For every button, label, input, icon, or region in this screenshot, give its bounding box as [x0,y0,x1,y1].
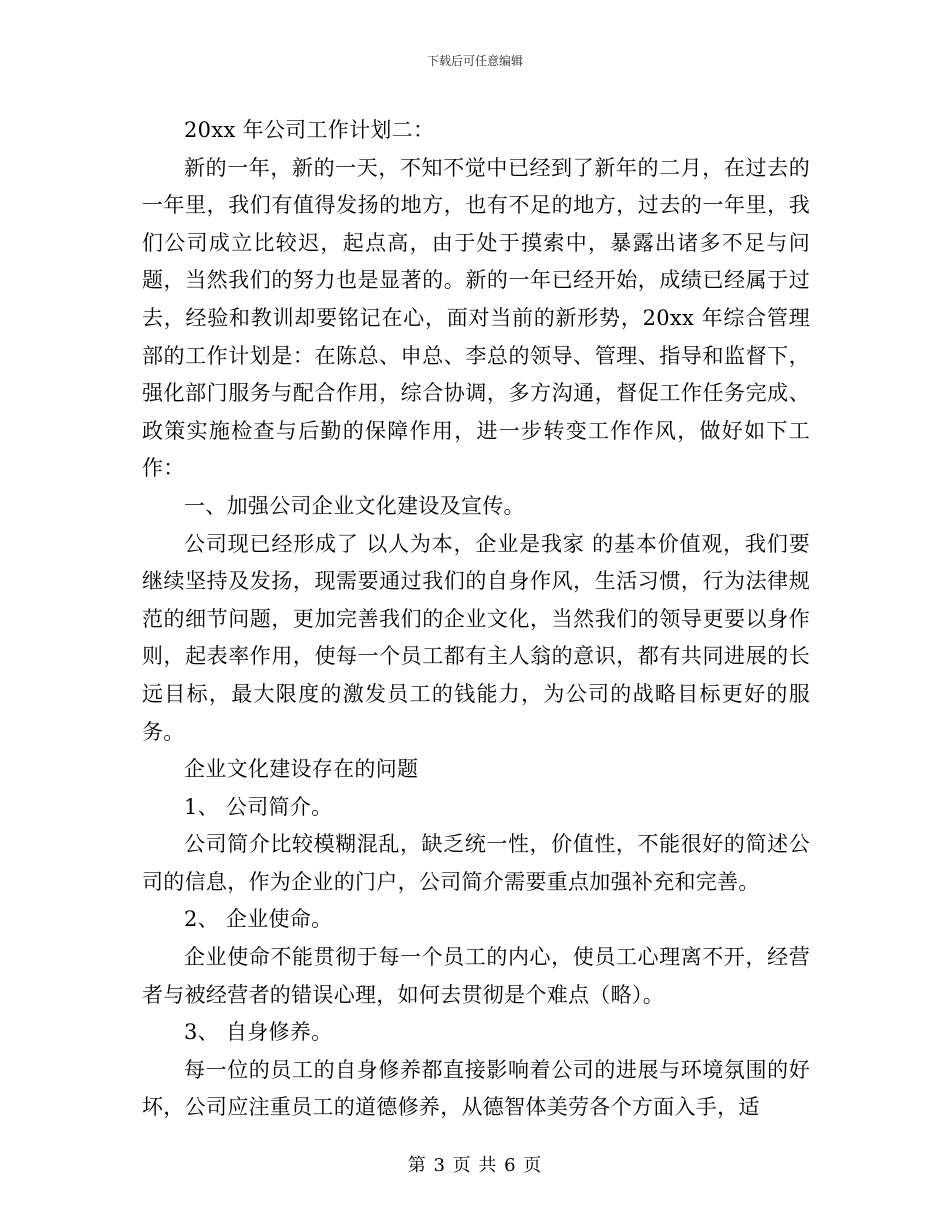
page-number-footer: 第 3 页 共 6 页 [407,1155,543,1176]
page-header-note: 下载后可任意编辑 [426,54,523,68]
section-heading: 一、加强公司企业文化建设及宣传。 [184,493,525,518]
body-paragraph: 公司现已经形成了 以人为本，企业是我家 的基本价值观，我们要继续坚持及发扬，现需要通过我们的自身作风，生活习惯，行为法律规范的细节问题，更加完善我们的企业文化，当然我们的领导更要以身作则，起表率作用，使每一个员工都有主人翁的意识，都有共同进展的长远目标，最大限度的激发员工的钱能力，为公司的战略目标更好的服务。 [142,531,810,744]
list-item-heading: 3、 自身修养。 [184,1020,333,1045]
body-paragraph: 每一位的员工的自身修养都直接影响着公司的进展与环境氛围的好坏，公司应注重员工的道德修养，从德智体美劳各个方面入手，适 [142,1057,810,1120]
body-paragraph: 公司简介比较模糊混乱，缺乏统一性，价值性，不能很好的简述公司的信息，作为企业的门户，公司简介需要重点加强补充和完善。 [142,832,810,894]
list-item-heading: 1、 公司简介。 [184,794,333,819]
body-paragraph: 新的一年，新的一天，不知不觉中已经到了新年的二月，在过去的一年里，我们有值得发扬的地方，也有不足的地方，过去的一年里，我们公司成立比较迟，起点高，由于处于摸索中，暴露出诸多不足与问题，当然我们的努力也是显著的。新的一年已经开始，成绩已经属于过去，经验和教训却要铭记在心，面对当前的新形势，20xx 年综合管理部的工作计划是：在陈总、申总、李总的领导、管理、指导和监督下，强化部门服务与配合作用，综合协调，多方沟通，督促工作任务完成、政策实施检查与后勤的保障作用，进一步转变工作作风，做好如下工作： [142,155,810,481]
document-body [142,112,810,1127]
body-paragraph: 企业使命不能贯彻于每一个员工的内心，使员工心理离不开，经营者与被经营者的错误心理，如何去贯彻是个难点（略）。 [142,945,810,1007]
section-title: 20xx 年公司工作计划二： [184,118,435,142]
list-item-heading: 2、 企业使命。 [184,907,333,932]
subsection-heading: 企业文化建设存在的问题 [184,757,419,782]
